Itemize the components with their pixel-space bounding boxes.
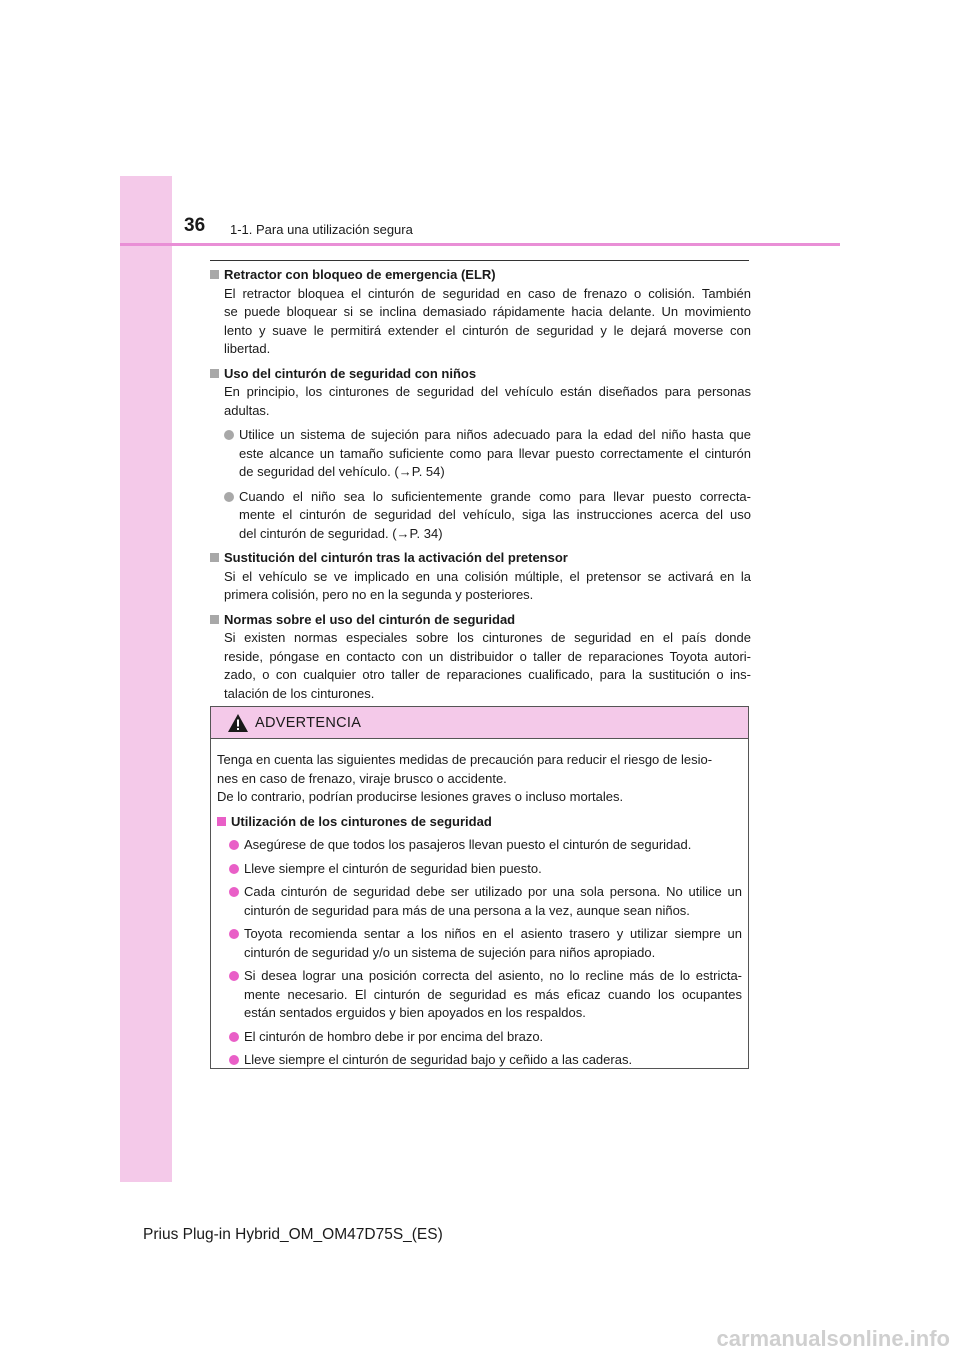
text-line: Lleve siempre el cinturón de seguridad bajo y ceñido a las caderas. [244,1052,633,1067]
circle-bullet-icon [229,1032,239,1042]
warning-box [210,706,749,1069]
bullet-text [244,1051,742,1070]
text-line: Lleve siempre el cinturón de seguridad bien puesto. [244,860,542,876]
bullet-text [239,488,751,544]
text-line: primera colisión, pero no en la segunda y posteriores. [224,587,534,602]
watermark: carmanualsonline.info [716,1326,950,1351]
bullet-text [244,836,742,855]
text-line: Cada cinturón de seguridad debe ser utilizado por una sola persona. No utilice un [244,884,742,899]
text-line: cinturón de seguridad y/o un sistema de sujeción para niños apropiado. [244,944,656,960]
header-rule [120,243,840,246]
text-line: Cuando el niño sea lo suficientemente grande como para llevar puesto correcta- [239,488,751,504]
item-heading-text: Uso del cinturón de seguridad con niños [224,365,477,381]
text-line: están sentados erguidos y bien apoyados en los respaldos. [244,1005,586,1020]
text-line: Si existen normas especiales sobre los cinturones de seguridad en el país donde [224,630,751,645]
item-heading [210,266,751,285]
content-top-rule [210,260,749,261]
item-heading-text: Normas sobre el uso del cinturón de seguridad [224,611,516,627]
bullet-text [244,860,742,879]
square-bullet-icon [217,817,226,826]
text-line: Asegúrese de que todos los pasajeros llevan puesto el cinturón de seguridad. [244,837,692,852]
text-line: Toyota recomienda sentar a los niños en el asiento trasero y utilizar siempre un [244,926,742,941]
text-line: zado, o con cualquier otro taller de reparaciones cualificado, para la sustitución o ins- [224,667,751,682]
circle-bullet-icon [224,430,234,440]
square-bullet-icon [210,270,219,279]
warning-bullet-item [229,860,742,879]
text-line: se puede bloquear si se inclina demasiado rápidamente hacia delante. Un movimiento [224,304,751,319]
warning-subheading [217,813,742,832]
item-paragraph [224,383,751,420]
text-line: De lo contrario, podrían producirse lesiones graves o incluso mortales. [217,789,624,804]
section-item [210,266,751,359]
square-bullet-icon [210,615,219,624]
item-paragraph [224,568,751,605]
text-line: lento y suave le permitirá extender el cinturón de seguridad y le dejará moverse con [224,322,751,338]
text-line: El cinturón de hombro debe ir por encima del brazo. [244,1028,544,1044]
text-line: reside, póngase en contacto con un distribuidor o taller de reparaciones Toyota autori- [224,648,751,664]
item-paragraph [224,629,751,703]
text-line: cinturón de seguridad para más de una persona a la vez, aunque sean niños. [244,902,690,918]
bullet-item [224,488,751,544]
item-heading [210,365,751,384]
bullet-item [224,426,751,482]
circle-bullet-icon [229,971,239,981]
circle-bullet-icon [229,929,239,939]
text-line: del cinturón de seguridad. (→P. 34) [239,525,443,541]
text-line: talación de los cinturones. [224,685,375,701]
square-bullet-icon [210,553,219,562]
section-item [210,365,751,544]
text-line: Si desea lograr una posición correcta del asiento, no lo recline más de lo estricta- [244,968,742,983]
circle-bullet-icon [229,1055,239,1065]
warning-bullet-item [229,925,742,962]
item-heading [210,549,751,568]
text-line: Tenga en cuenta las siguientes medidas de precaución para reducir el riesgo de lesio- [217,752,713,767]
circle-bullet-icon [229,840,239,850]
warning-bullet-item [229,1051,742,1070]
warning-bullet-item [229,967,742,1023]
warning-bullet-item [229,883,742,920]
section-title: 1-1. Para una utilización segura [230,222,413,237]
text-line: Si el vehículo se ve implicado en una colisión múltiple, el pretensor se activará en la [224,568,751,584]
section-item [210,549,751,605]
bullet-text [244,967,742,1023]
main-content [210,266,751,709]
item-paragraph [224,285,751,359]
section-item [210,611,751,704]
text-line: adultas. [224,402,270,418]
text-line: este alcance un tamaño suficiente como para llevar puesto correctamente el cinturón [239,445,751,461]
item-heading-text: Retractor con bloqueo de emergencia (ELR) [224,267,496,282]
warning-triangle-icon [227,713,249,733]
circle-bullet-icon [229,887,239,897]
text-line: En principio, los cinturones de seguridad del vehículo están diseñados para personas [224,384,751,399]
circle-bullet-icon [229,864,239,874]
warning-intro [217,751,742,807]
text-line: mente el cinturón de seguridad del vehículo, siga las instrucciones acerca del uso [239,507,751,522]
footer-doc-id: Prius Plug-in Hybrid_OM_OM47D75S_(ES) [143,1226,443,1243]
bullet-text [244,1028,742,1047]
text-line: nes en caso de frenazo, viraje brusco o accidente. [217,770,507,786]
side-tab-band [120,176,172,1182]
warning-subheading-text: Utilización de los cinturones de seguridad [231,813,492,829]
text-line: de seguridad del vehículo. (→P. 54) [239,464,445,479]
item-heading [210,611,751,630]
text-line: libertad. [224,341,271,356]
warning-title: ADVERTENCIA [255,714,362,731]
square-bullet-icon [210,369,219,378]
page-number: 36 [184,215,206,236]
text-line: El retractor bloquea el cinturón de seguridad en caso de frenazo o colisión. También [224,285,751,301]
text-line: mente necesario. El cinturón de seguridad es más eficaz cuando los ocupantes [244,986,742,1002]
bullet-text [244,883,742,920]
circle-bullet-icon [224,492,234,502]
bullet-text [239,426,751,482]
warning-bullet-item [229,836,742,855]
text-line: Utilice un sistema de sujeción para niños adecuado para la edad del niño hasta que [239,427,751,442]
item-heading-text: Sustitución del cinturón tras la activación del pretensor [224,550,568,565]
warning-bullet-item [229,1028,742,1047]
bullet-text [244,925,742,962]
warning-header [211,707,748,739]
warning-body [211,739,748,1070]
